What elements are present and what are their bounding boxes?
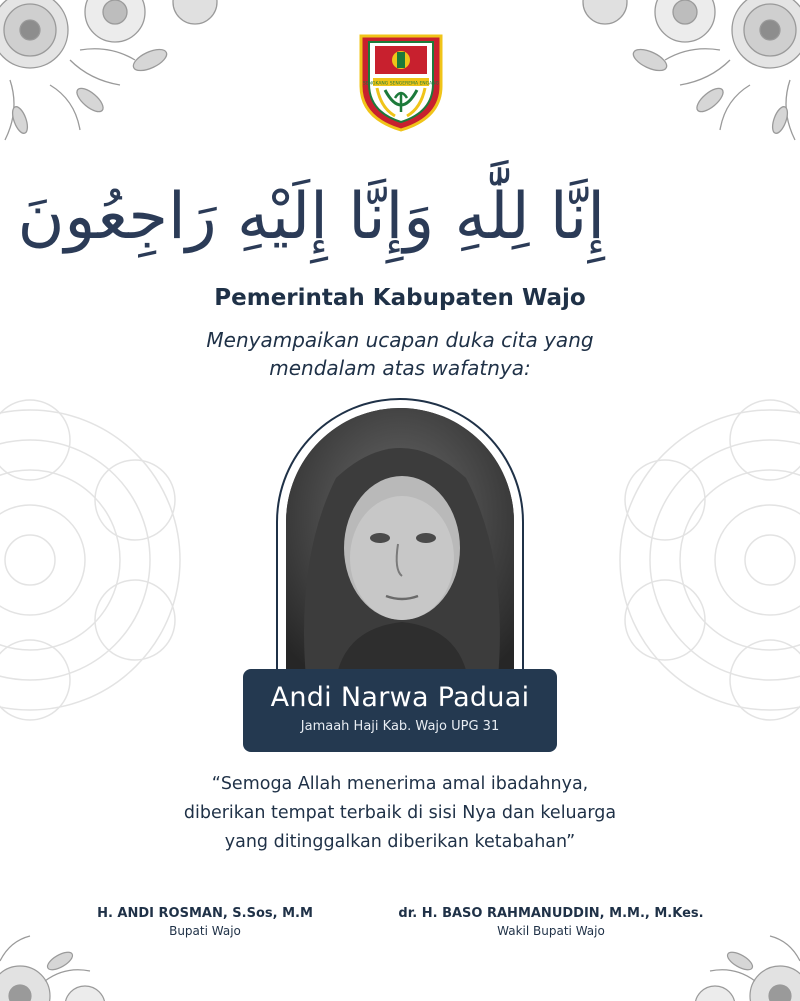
signatory-title: Wakil Bupati Wajo	[497, 924, 605, 938]
signatory-name: dr. H. BASO RAHMANUDDIN, M.M., M.Kes.	[398, 906, 704, 921]
deceased-description: Jamaah Haji Kab. Wajo UPG 31	[300, 719, 500, 734]
mandala-pattern-left	[0, 340, 190, 780]
mandala-pattern-right	[610, 330, 800, 790]
svg-text:SENGKANG SENGEREMA ENGANG: SENGKANG SENGEREMA ENGANG	[362, 81, 440, 87]
signatory-name: H. ANDI ROSMAN, S.Sos, M.M	[97, 906, 313, 921]
page-title: Pemerintah Kabupaten Wajo	[214, 285, 586, 311]
arabic-calligraphy-istirja: إِنَّا لِلَّٰهِ وَإِنَّا إِلَيْهِ رَاجِعُونَ	[17, 180, 605, 254]
deceased-portrait	[286, 408, 514, 678]
wajo-regency-emblem	[355, 28, 447, 132]
prayer-line-2: diberikan tempat terbaik di sisi Nya dan keluarga	[183, 803, 617, 823]
portrait-image	[286, 408, 514, 678]
prayer-quote	[150, 770, 650, 857]
subtitle-line-2: mendalam atas wafatnya:	[269, 356, 531, 380]
signatory-vice-regent	[376, 906, 726, 938]
subtitle-line-1: Menyampaikan ucapan duka cita yang	[206, 328, 594, 352]
floral-corner-top-left	[0, 0, 250, 160]
deceased-nameplate	[243, 669, 557, 752]
condolence-subtitle	[190, 326, 610, 382]
signatory-title: Bupati Wajo	[169, 924, 241, 938]
prayer-line-1: “Semoga Allah menerima amal ibadahnya,	[211, 774, 589, 794]
signatory-regent	[80, 906, 330, 938]
floral-corner-top-right	[550, 0, 800, 160]
deceased-name: Andi Narwa Paduai	[270, 682, 530, 713]
prayer-line-3: yang ditinggalkan diberikan ketabahan”	[224, 832, 576, 852]
